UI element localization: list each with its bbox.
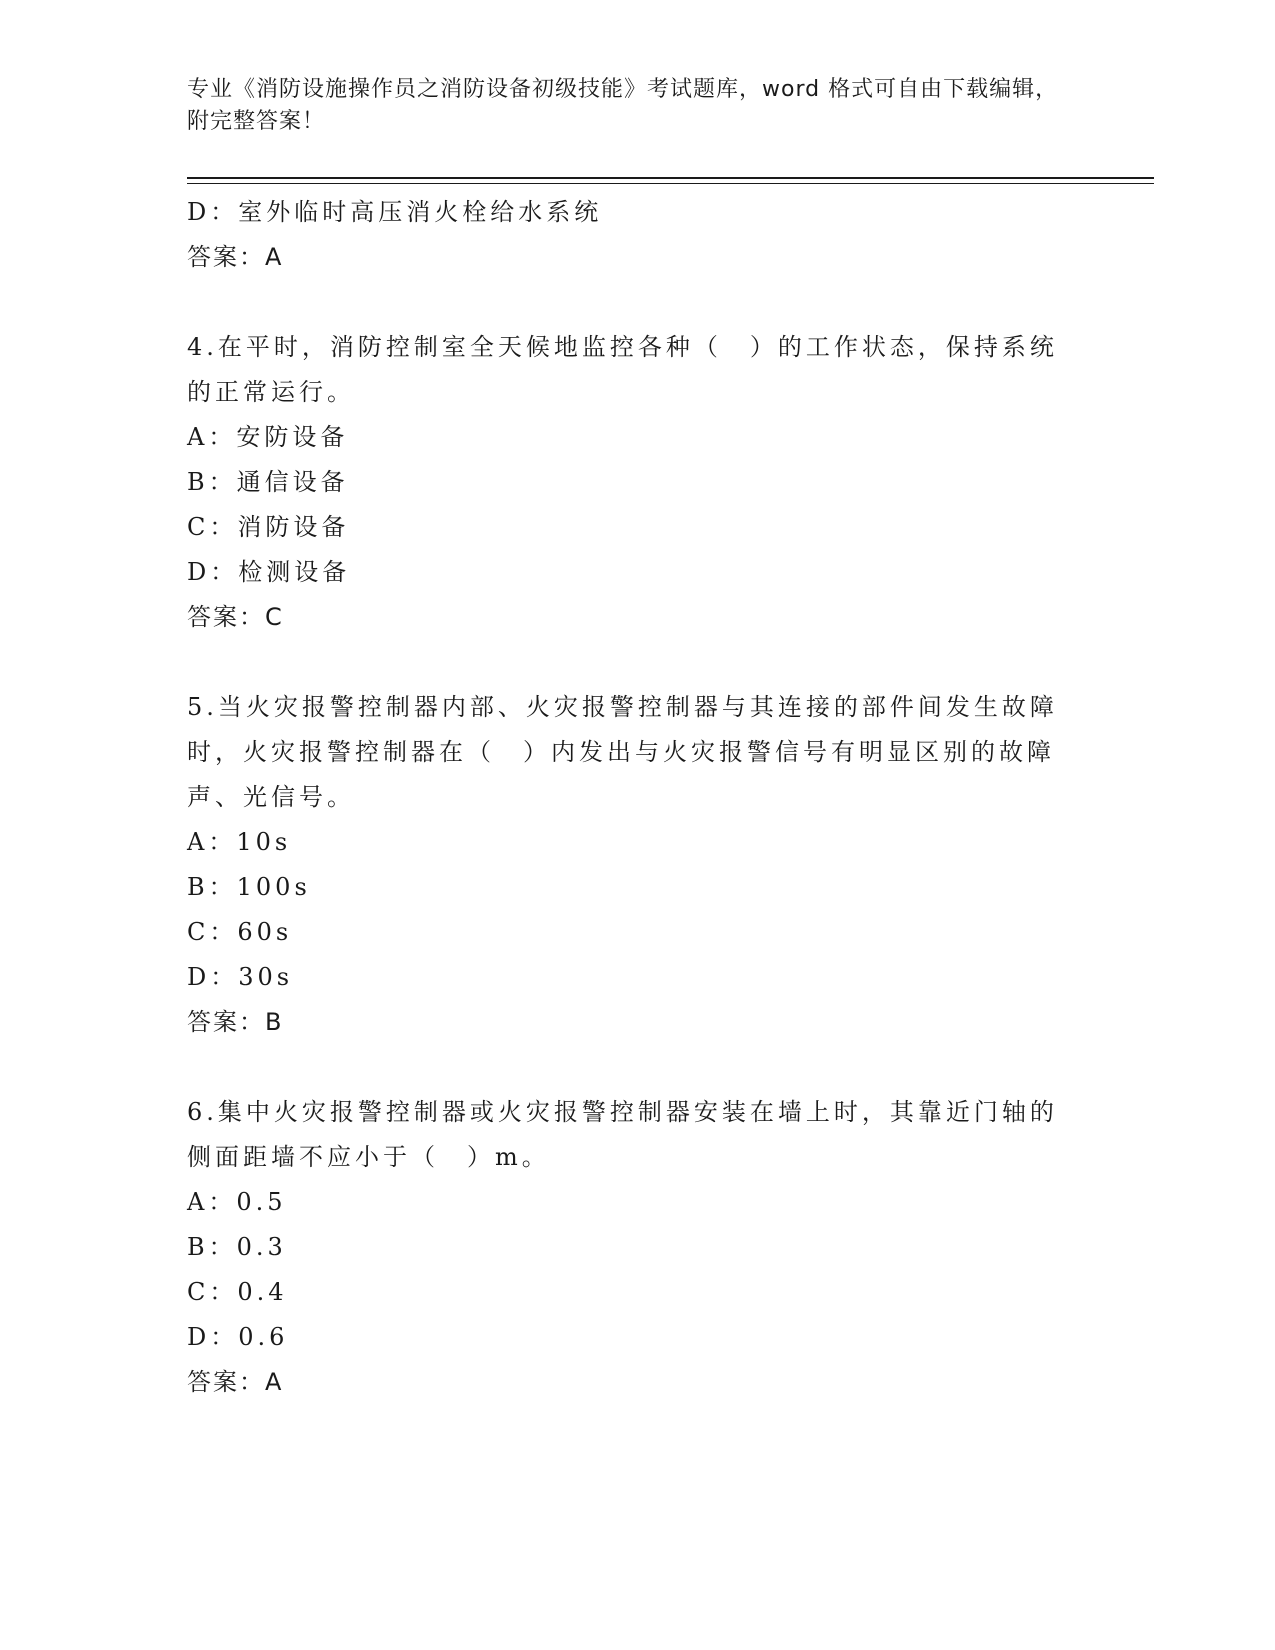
question-stem: 4.在平时，消防控制室全天候地监控各种（ ）的工作状态，保持系统的正常运行。: [187, 333, 1058, 406]
option-b: B：通信设备: [187, 468, 349, 496]
question-stem: 5.当火灾报警控制器内部、火灾报警控制器与其连接的部件间发生故障时，火灾报警控制器在（ ）内发出与火灾报警信号有明显区别的故障声、光信号。: [187, 693, 1058, 811]
question-4: [187, 325, 1067, 640]
option-d: D：0.6: [187, 1323, 289, 1351]
option-a: A：安防设备: [187, 423, 349, 451]
option-d: D：30s: [187, 963, 294, 991]
answer: 答案：C: [187, 603, 284, 631]
option-c: C：60s: [187, 918, 293, 946]
option-a: A：0.5: [187, 1188, 287, 1216]
question-list: [187, 190, 1067, 1405]
option-d: D：检测设备: [187, 558, 351, 586]
question-5: [187, 685, 1067, 1045]
option-b: B：0.3: [187, 1233, 287, 1261]
answer: 答案：B: [187, 1008, 284, 1036]
prev-option-d: D：室外临时高压消火栓给水系统: [187, 198, 603, 226]
prev-answer: 答案：A: [187, 243, 284, 271]
option-c: C：消防设备: [187, 513, 350, 541]
option-b: B：100s: [187, 873, 311, 901]
answer: 答案：A: [187, 1368, 284, 1396]
header-rule-thin: [187, 183, 1154, 184]
document-header: 专业《消防设施操作员之消防设备初级技能》考试题库，word 格式可自由下载编辑，附完整答案！: [187, 77, 1059, 134]
question-stem: 6.集中火灾报警控制器或火灾报警控制器安装在墙上时，其靠近门轴的侧面距墙不应小于（ ）m。: [187, 1098, 1058, 1171]
header-rule-thick: [187, 177, 1154, 179]
option-c: C：0.4: [187, 1278, 288, 1306]
option-a: A：10s: [187, 828, 292, 856]
question-6: [187, 1090, 1067, 1405]
